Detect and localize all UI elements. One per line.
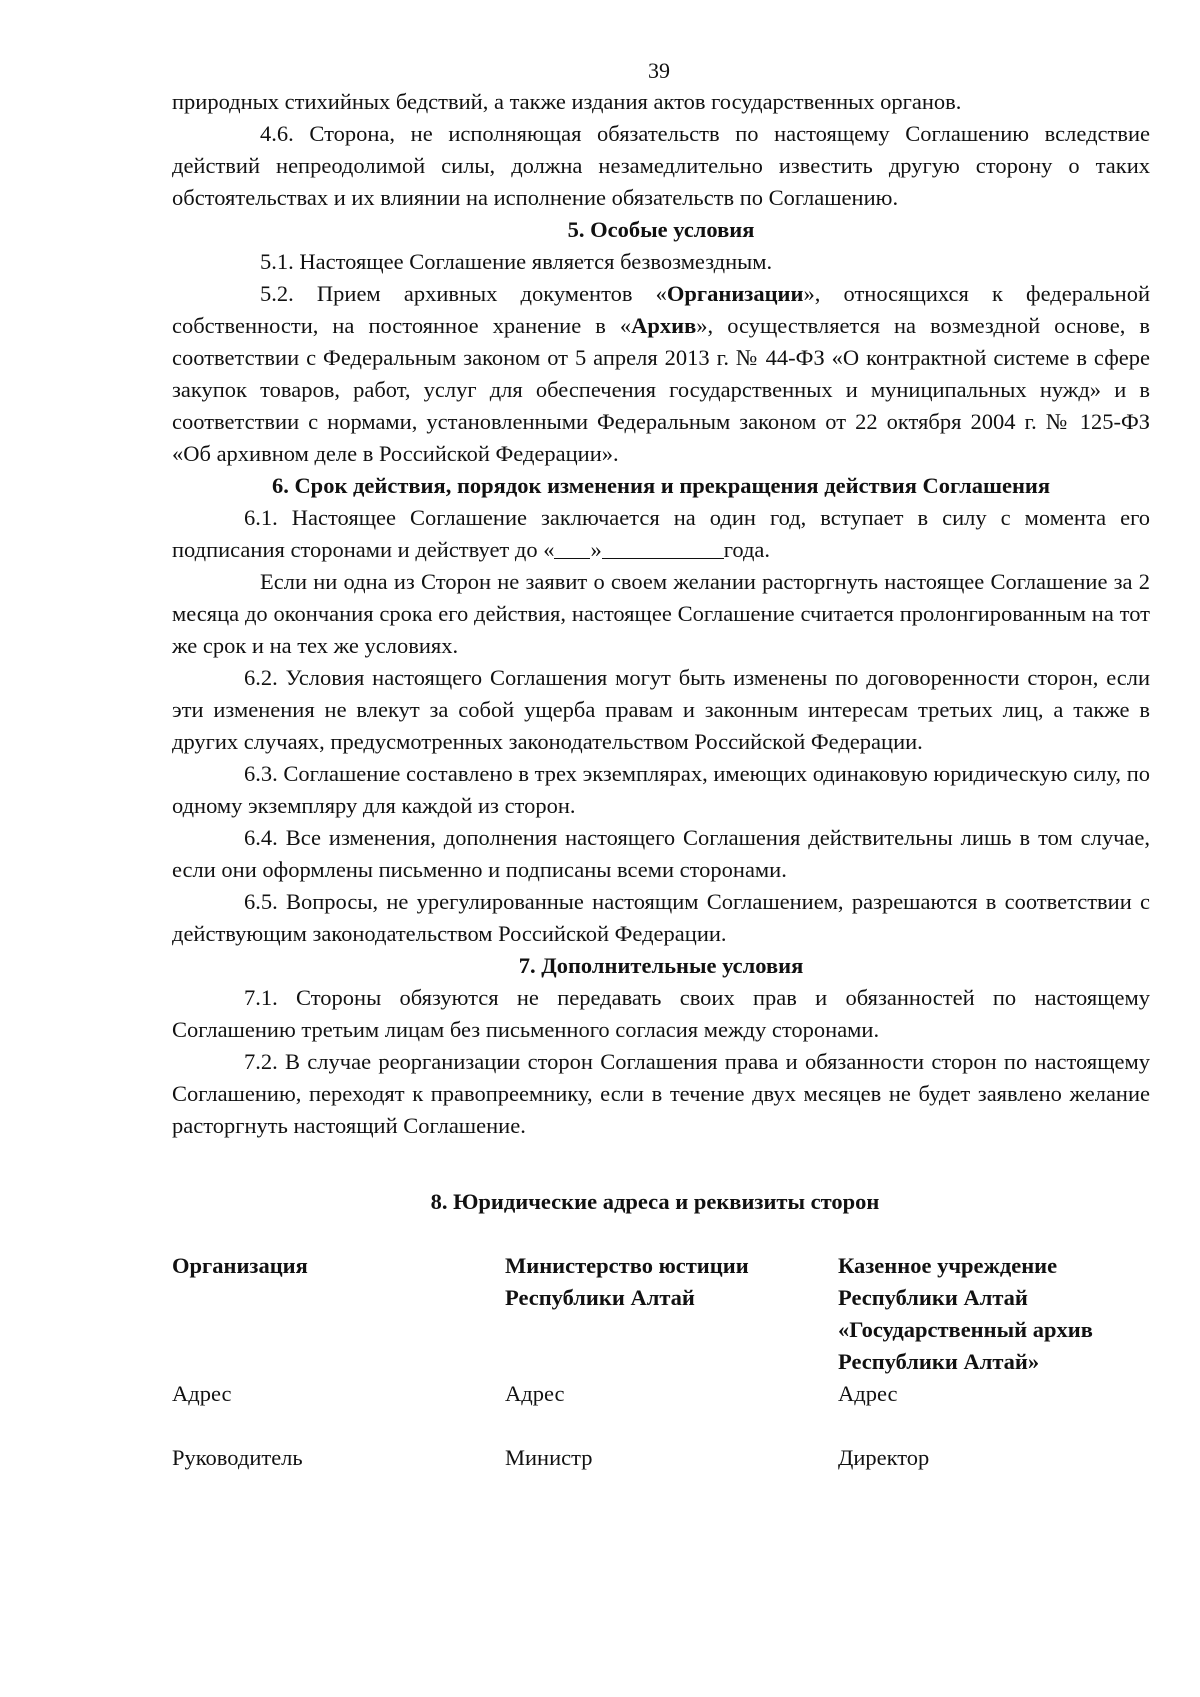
section-7-title: 7. Дополнительные условия — [518, 953, 804, 978]
party-archive-head-4: Республики Алтай» — [838, 1349, 1040, 1374]
clause-6-1-paragraph-2: Если ни одна из Сторон не заявит о своем желании расторгнуть настоящее Соглашение за 2 месяца до окончания срока его действия, настоящее Соглашение считается пролонгированным на тот же срок и на тех же условиях. — [172, 569, 1150, 658]
clause-6-1 — [172, 502, 1150, 566]
clause-6-3: 6.3. Соглашение составлено в трех экземплярах, имеющих одинаковую юридическую силу, по одному экземпляру для каждой из сторон. — [172, 761, 1150, 818]
section-6-title: 6. Срок действия, порядок изменения и прекращения действия Соглашения — [271, 473, 1051, 498]
clause-7-2: 7.2. В случае реорганизации сторон Соглашения права и обязанности сторон по настоящему Соглашению, переходят к правопреемнику, если в течение двух месяцев не будет заявлено желание расторгнуть настоящий Соглашение. — [172, 1049, 1150, 1138]
clause-6-2: 6.2. Условия настоящего Соглашения могут быть изменены по договоренности сторон, если эти изменения не влекут за собой ущерба правам и законным интересам третьих лиц, а также в других случаях, предусмотренных законодательством Российской Федерации. — [172, 665, 1150, 754]
clause-5-1: 5.1. Настоящее Соглашение является безвозмездным. — [260, 249, 773, 274]
party-ministry-head-1: Министерство юстиции — [505, 1253, 749, 1278]
party-archive — [838, 1250, 1093, 1378]
page-number: 39 — [648, 58, 670, 83]
archive-address-label: Адрес — [838, 1381, 898, 1406]
section-8-title: 8. Юридические адреса и реквизиты сторон — [430, 1189, 880, 1214]
party-ministry-head-2: Республики Алтай — [505, 1285, 695, 1310]
organization-signer-label: Руководитель — [172, 1445, 303, 1470]
clause-6-1-text-c: года. — [723, 537, 771, 562]
clause-5-2 — [172, 278, 1150, 470]
clause-7-1: 7.1. Стороны обязуются не передавать своих прав и обязанностей по настоящему Соглашению третьим лицам без письменного согласия между сторонами. — [172, 985, 1150, 1042]
party-organization — [172, 1250, 308, 1282]
document-page — [172, 56, 1150, 1570]
clause-5-2-text-a: 5.2. Прием архивных документов « — [260, 281, 667, 306]
party-organization-head: Организация — [172, 1253, 308, 1278]
clause-5-2-archive: Архив — [631, 313, 697, 338]
archive-signer-label: Директор — [838, 1445, 930, 1470]
clause-6-5: 6.5. Вопросы, не урегулированные настоящим Соглашением, разрешаются в соответствии с действующим законодательством Российской Федерации. — [172, 889, 1150, 946]
clause-5-2-org: Организации — [666, 281, 804, 306]
party-archive-head-3: «Государственный архив — [838, 1317, 1093, 1342]
clause-5-2-text-c: », осуществляется на возмездной основе, в соответствии с Федеральным законом от 5 апреля 2013 г. № 44-ФЗ «О контрактной системе в сфере закупок товаров, работ, услуг для обеспечения государственных и муниципальных нужд» и в соответствии с нормами, установленными Федеральным законом от 22 октября 2004 г. № 125-ФЗ «Об архивном деле в Российской Федерации». — [172, 313, 1151, 466]
party-archive-head-2: Республики Алтай — [838, 1285, 1028, 1310]
section-5-title: 5. Особые условия — [567, 217, 755, 242]
parties-block — [172, 1250, 1150, 1570]
party-ministry — [505, 1250, 749, 1314]
ministry-signer-label: Министр — [505, 1445, 593, 1470]
paragraph-continuation: природных стихийных бедствий, а также издания актов государственных органов. — [172, 89, 962, 114]
clause-6-4: 6.4. Все изменения, дополнения настоящего Соглашения действительны лишь в том случае, если они оформлены письменно и подписаны всеми сторонами. — [172, 825, 1150, 882]
ministry-address-label: Адрес — [505, 1381, 565, 1406]
clause-6-1-text-b: » — [590, 537, 602, 562]
day-blank — [554, 536, 590, 559]
clause-5-2-text-b: », относящихся к федеральной собственности, на постоянное хранение в « — [172, 281, 1150, 338]
clause-4-6: 4.6. Сторона, не исполняющая обязательств по настоящему Соглашению вследствие действий непреодолимой силы, должна незамедлительно известить другую сторону о таких обстоятельствах и их влиянии на исполнение обязательств по Соглашению. — [172, 121, 1150, 210]
organization-address-label: Адрес — [172, 1381, 232, 1406]
month-blank — [602, 536, 724, 559]
party-archive-head-1: Казенное учреждение — [838, 1253, 1058, 1278]
clause-6-1-text-a: 6.1. Настоящее Соглашение заключается на один год, вступает в силу с момента его подписания сторонами и действует до « — [172, 505, 1150, 562]
